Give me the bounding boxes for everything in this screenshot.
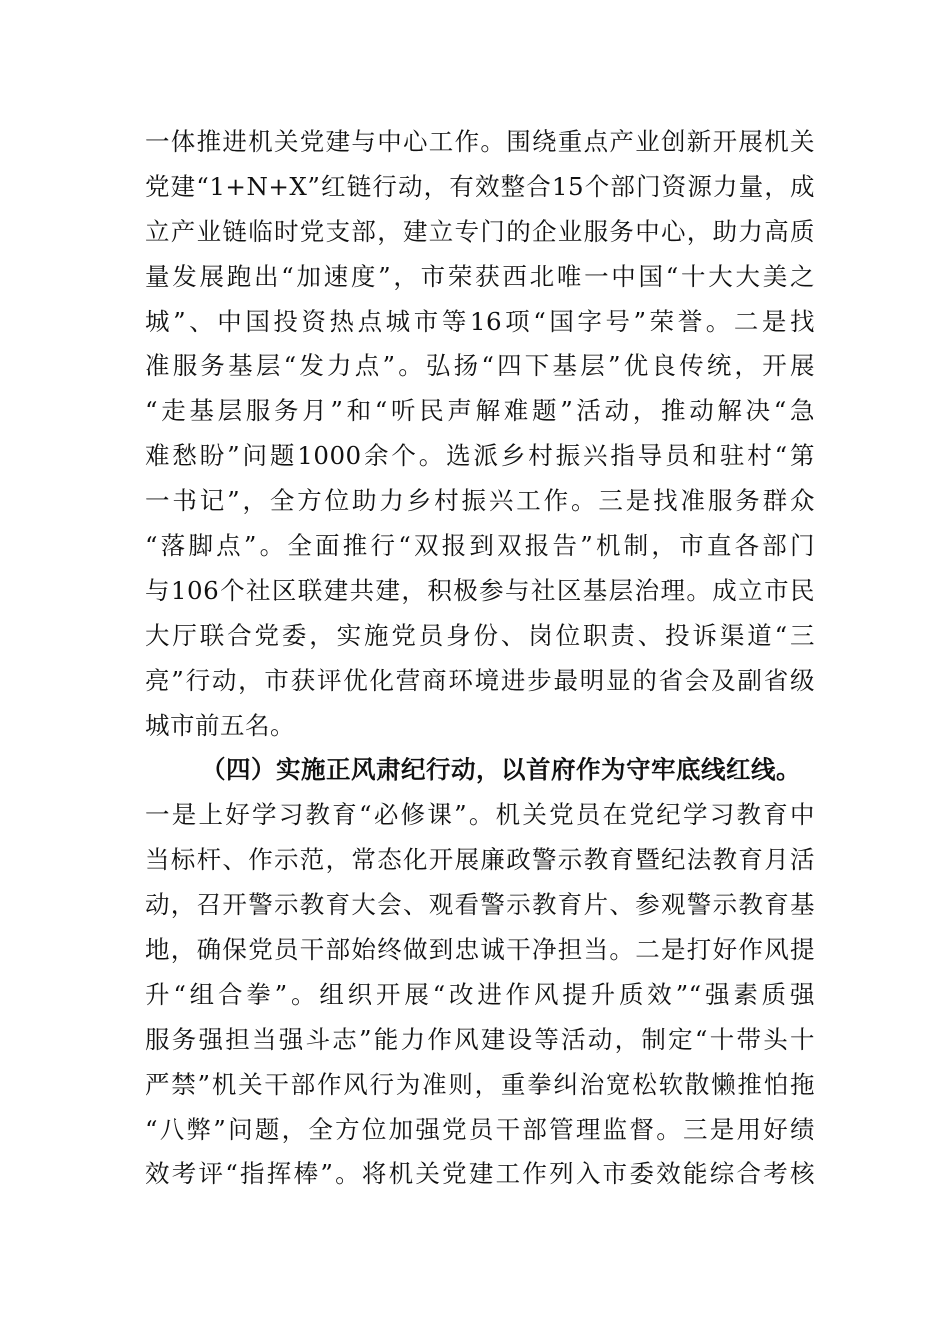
text-line: 一体推进机关党建与中心工作。围绕重点产业创新开展机关 [145, 127, 815, 156]
text-line: 效考评“指挥棒”。将机关党建工作列入市委效能综合考核 [145, 1159, 815, 1189]
text-line: 量发展跑出“加速度”，市荣获西北唯一中国“十大大美之 [145, 261, 815, 291]
text-line: “八弊”问题，全方位加强党员干部管理监督。三是用好绩 [145, 1114, 815, 1144]
text-line: 严禁”机关干部作风行为准则，重拳纠治宽松软散懒推怕拖 [145, 1069, 815, 1099]
text-line: 准服务基层“发力点”。弘扬“四下基层”优良传统，开展 [145, 351, 815, 381]
text-line: 升“组合拳”。组织开展“改进作风提升质效”“强素质强 [145, 979, 815, 1009]
text-line: 党建“1+N+X”红链行动，有效整合15个部门资源力量，成 [145, 171, 815, 201]
text-line: 亮”行动，市获评优化营商环境进步最明显的省会及副省级 [145, 665, 815, 695]
text-line: 立产业链临时党支部，建立专门的企业服务中心，助力高质 [145, 216, 815, 246]
text-line: “落脚点”。全面推行“双报到双报告”机制，市直各部门 [145, 531, 815, 561]
text-line: 地，确保党员干部始终做到忠诚干净担当。二是打好作风提 [145, 935, 815, 965]
text-line: 城市前五名。 [145, 710, 295, 740]
text-line: 大厅联合党委，实施党员身份、岗位职责、投诉渠道“三 [145, 620, 815, 650]
body-text [145, 120, 815, 1197]
text-line: 服务强担当强斗志”能力作风建设等活动，制定“十带头十 [145, 1024, 815, 1054]
text-line: 难愁盼”问题1000余个。选派乡村振兴指导员和驻村“第 [145, 441, 815, 471]
text-line: 一是上好学习教育“必修课”。机关党员在党纪学习教育中 [145, 800, 815, 830]
text-line: 城”、中国投资热点城市等16项“国字号”荣誉。二是找 [145, 306, 815, 336]
text-line: 动，召开警示教育大会、观看警示教育片、参观警示教育基 [145, 890, 815, 920]
section-heading: （四）实施正风肃纪行动，以首府作为守牢底线红线。 [201, 755, 801, 785]
text-line: 与106个社区联建共建，积极参与社区基层治理。成立市民 [145, 575, 815, 605]
text-line: “走基层服务月”和“听民声解难题”活动，推动解决“急 [145, 396, 815, 426]
text-line: 一书记”，全方位助力乡村振兴工作。三是找准服务群众 [145, 486, 815, 516]
text-line: 当标杆、作示范，常态化开展廉政警示教育暨纪法教育月活 [145, 845, 815, 875]
